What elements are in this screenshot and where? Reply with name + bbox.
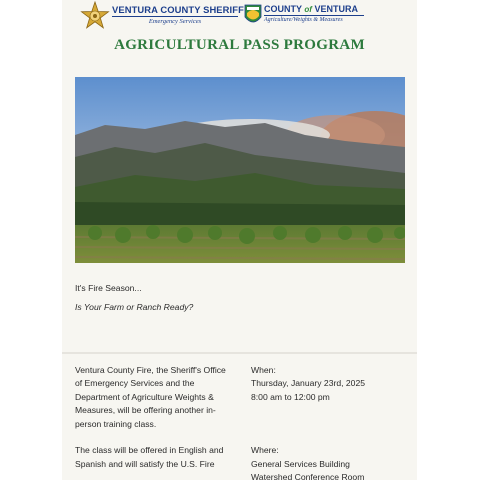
sheriff-star-badge-icon: [80, 1, 110, 31]
hero-photo: [75, 77, 405, 263]
description-paragraph-2: The class will be offered in English and Spanish and will satisfy the U.S. Fire: [75, 445, 224, 469]
when-label: When:: [251, 365, 276, 375]
when-time: 8:00 am to 12:00 pm: [251, 391, 330, 402]
section-divider: [62, 352, 417, 354]
sheriff-title: VENTURA COUNTY SHERIFF: [112, 4, 244, 15]
intro-fire-season: It's Fire Season...: [75, 283, 142, 293]
county-title-of: of: [304, 5, 312, 14]
where-room: Watershed Conference Room: [251, 472, 365, 480]
description-column: [75, 364, 235, 480]
county-subtitle: Agriculture/Weights & Measures: [264, 17, 343, 23]
county-seal-icon: [243, 3, 263, 27]
county-logo-text: [264, 4, 364, 23]
where-building: General Services Building: [251, 458, 350, 469]
spacer: [251, 404, 411, 444]
where-label: Where:: [251, 445, 279, 456]
sheriff-subtitle: Emergency Services: [148, 18, 202, 25]
county-title-a: COUNTY: [264, 4, 302, 14]
when-date: Thursday, January 23rd, 2025: [251, 378, 366, 389]
county-title-b: VENTURA: [314, 4, 358, 14]
sheriff-logo-text: [112, 4, 244, 25]
intro-question: Is Your Farm or Ranch Ready?: [75, 302, 194, 312]
header-logos: [62, 0, 417, 34]
program-title: AGRICULTURAL PASS PROGRAM: [114, 37, 365, 53]
description-paragraph-1: Ventura County Fire, the Sheriff's Office of Emergency Services and the Department of Agriculture Weights & Measures, will be offering another in-person training class.: [75, 365, 226, 429]
county-title: [264, 4, 364, 16]
flyer-page: [62, 0, 417, 480]
event-details-column: [251, 364, 411, 480]
